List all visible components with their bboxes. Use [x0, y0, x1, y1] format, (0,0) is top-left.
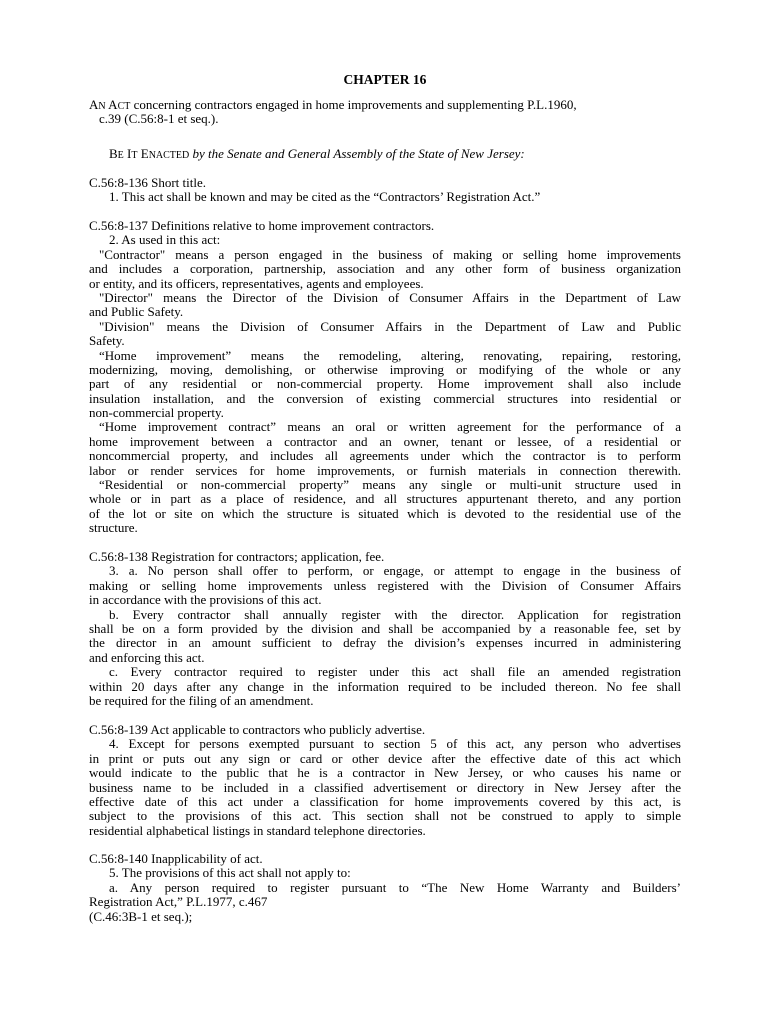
act-heading [89, 98, 681, 127]
section-line: (C.46:3B-1 et seq.); [89, 908, 193, 924]
section-line: and includes a corporation, partnership, association and any other form of business organization [89, 261, 681, 277]
section-line: in print or puts out any sign or card or other device after the effective date of this act which [89, 750, 681, 766]
enacting-clause [89, 147, 681, 161]
section-line: non-commercial property. [89, 405, 224, 421]
section-line: business name to be included in a classified advertisement or directory in New Jersey after the [89, 779, 681, 795]
section-line: and enforcing this act. [89, 649, 205, 665]
section-line: 1. This act shall be known and may be cited as the “Contractors’ Registration Act.” [109, 189, 541, 205]
section-line: b. Every contractor shall annually register with the director. Application for registration [109, 606, 681, 622]
section-short-title [89, 176, 681, 205]
section-line: 2. As used in this act: [109, 232, 221, 248]
section-line: 4. Except for persons exempted pursuant to section 5 of this act, any person who advertises [109, 736, 681, 752]
section-advertise [89, 723, 681, 838]
section-definitions [89, 219, 681, 536]
act-heading-line-2: c.39 (C.56:8-1 et seq.). [99, 111, 219, 127]
enacting-clause-line: BE IT ENACTED by the Senate and General Assembly of the State of New Jersey: [109, 146, 525, 161]
section-line: "Director" means the Director of the Division of Consumer Affairs in the Department of Law [99, 289, 681, 305]
section-line: within 20 days after any change in the information required to be included thereon. No fee shall [89, 678, 681, 694]
section-line: part of any residential or non-commercial property. Home improvement shall also include [89, 376, 681, 392]
section-line: whole or in part as a place of residence, and all structures appurtenant thereto, and any portion [89, 491, 681, 507]
section-line: “Home improvement contract” means an oral or written agreement for the performance of a [99, 419, 681, 435]
section-line: making or selling home improvements unless registered with the Division of Consumer Affairs [89, 577, 681, 593]
section-line: effective date of this act under a classification for home improvements covered by this act, is [89, 793, 681, 809]
section-line: Registration Act,” P.L.1977, c.467 [89, 894, 268, 910]
section-line: the director in an amount sufficient to defray the division’s expenses incurred in administering [89, 635, 681, 651]
section-line: insulation installation, and the conversion of existing commercial structures into residential or [89, 390, 681, 406]
section-line: "Contractor" means a person engaged in the business of making or selling home improvements [99, 246, 681, 262]
section-heading: C.56:8-138 Registration for contractors; application, fee. [89, 549, 385, 564]
section-line: 3. a. No person shall offer to perform, or engage, or attempt to engage in the business of [109, 563, 681, 579]
section-line: structure. [89, 520, 138, 536]
section-heading: C.56:8-136 Short title. [89, 175, 206, 190]
section-line: be required for the filing of an amendment. [89, 692, 314, 708]
section-line: shall be on a form provided by the division and shall be accompanied by a reasonable fee, set by [89, 620, 681, 636]
section-registration [89, 550, 681, 708]
section-line: of the lot or site on which the structure is situated which is devoted to the residential use of the [89, 505, 681, 521]
section-inapplicability [89, 852, 681, 924]
section-line: a. Any person required to register pursuant to “The New Home Warranty and Builders’ [109, 879, 681, 895]
section-line: “Home improvement” means the remodeling, altering, renovating, repairing, restoring, [99, 347, 681, 363]
section-line: Safety. [89, 333, 125, 349]
section-line: home improvement between a contractor and an owner, tenant or lessee, of a residential or [89, 433, 681, 449]
section-line: would indicate to the public that he is a contractor in New Jersey, or who causes his name or [89, 765, 681, 781]
section-line: "Division" means the Division of Consumer Affairs in the Department of Law and Public [99, 318, 681, 334]
section-line: c. Every contractor required to register under this act shall file an amended registration [109, 664, 681, 680]
section-heading: C.56:8-139 Act applicable to contractors who publicly advertise. [89, 722, 426, 737]
section-line: labor or render services for home improvements, or furnish materials in connection therewith. [89, 462, 681, 478]
section-line: and Public Safety. [89, 304, 184, 320]
act-heading-line-1: AN ACT concerning contractors engaged in home improvements and supplementing P.L.1960, [89, 97, 577, 112]
section-line: or entity, and its officers, representatives, agents and employees. [89, 275, 424, 291]
section-heading: C.56:8-137 Definitions relative to home improvement contractors. [89, 218, 435, 233]
section-line: subject to the provisions of this act. This section shall not be construed to apply to simple [89, 808, 681, 824]
section-heading: C.56:8-140 Inapplicability of act. [89, 851, 263, 866]
section-line: noncommercial property, and includes all agreements under which the contractor is to perform [89, 448, 681, 464]
section-line: “Residential or non-commercial property” means any single or multi-unit structure used in [99, 477, 681, 493]
section-line: residential alphabetical listings in standard telephone directories. [89, 822, 426, 838]
section-line: in accordance with the provisions of this act. [89, 592, 322, 608]
section-line: modernizing, moving, demolishing, or otherwise improving or modifying of the whole or any [89, 361, 681, 377]
section-line: 5. The provisions of this act shall not apply to: [109, 865, 351, 881]
chapter-title: CHAPTER 16 [343, 72, 427, 87]
